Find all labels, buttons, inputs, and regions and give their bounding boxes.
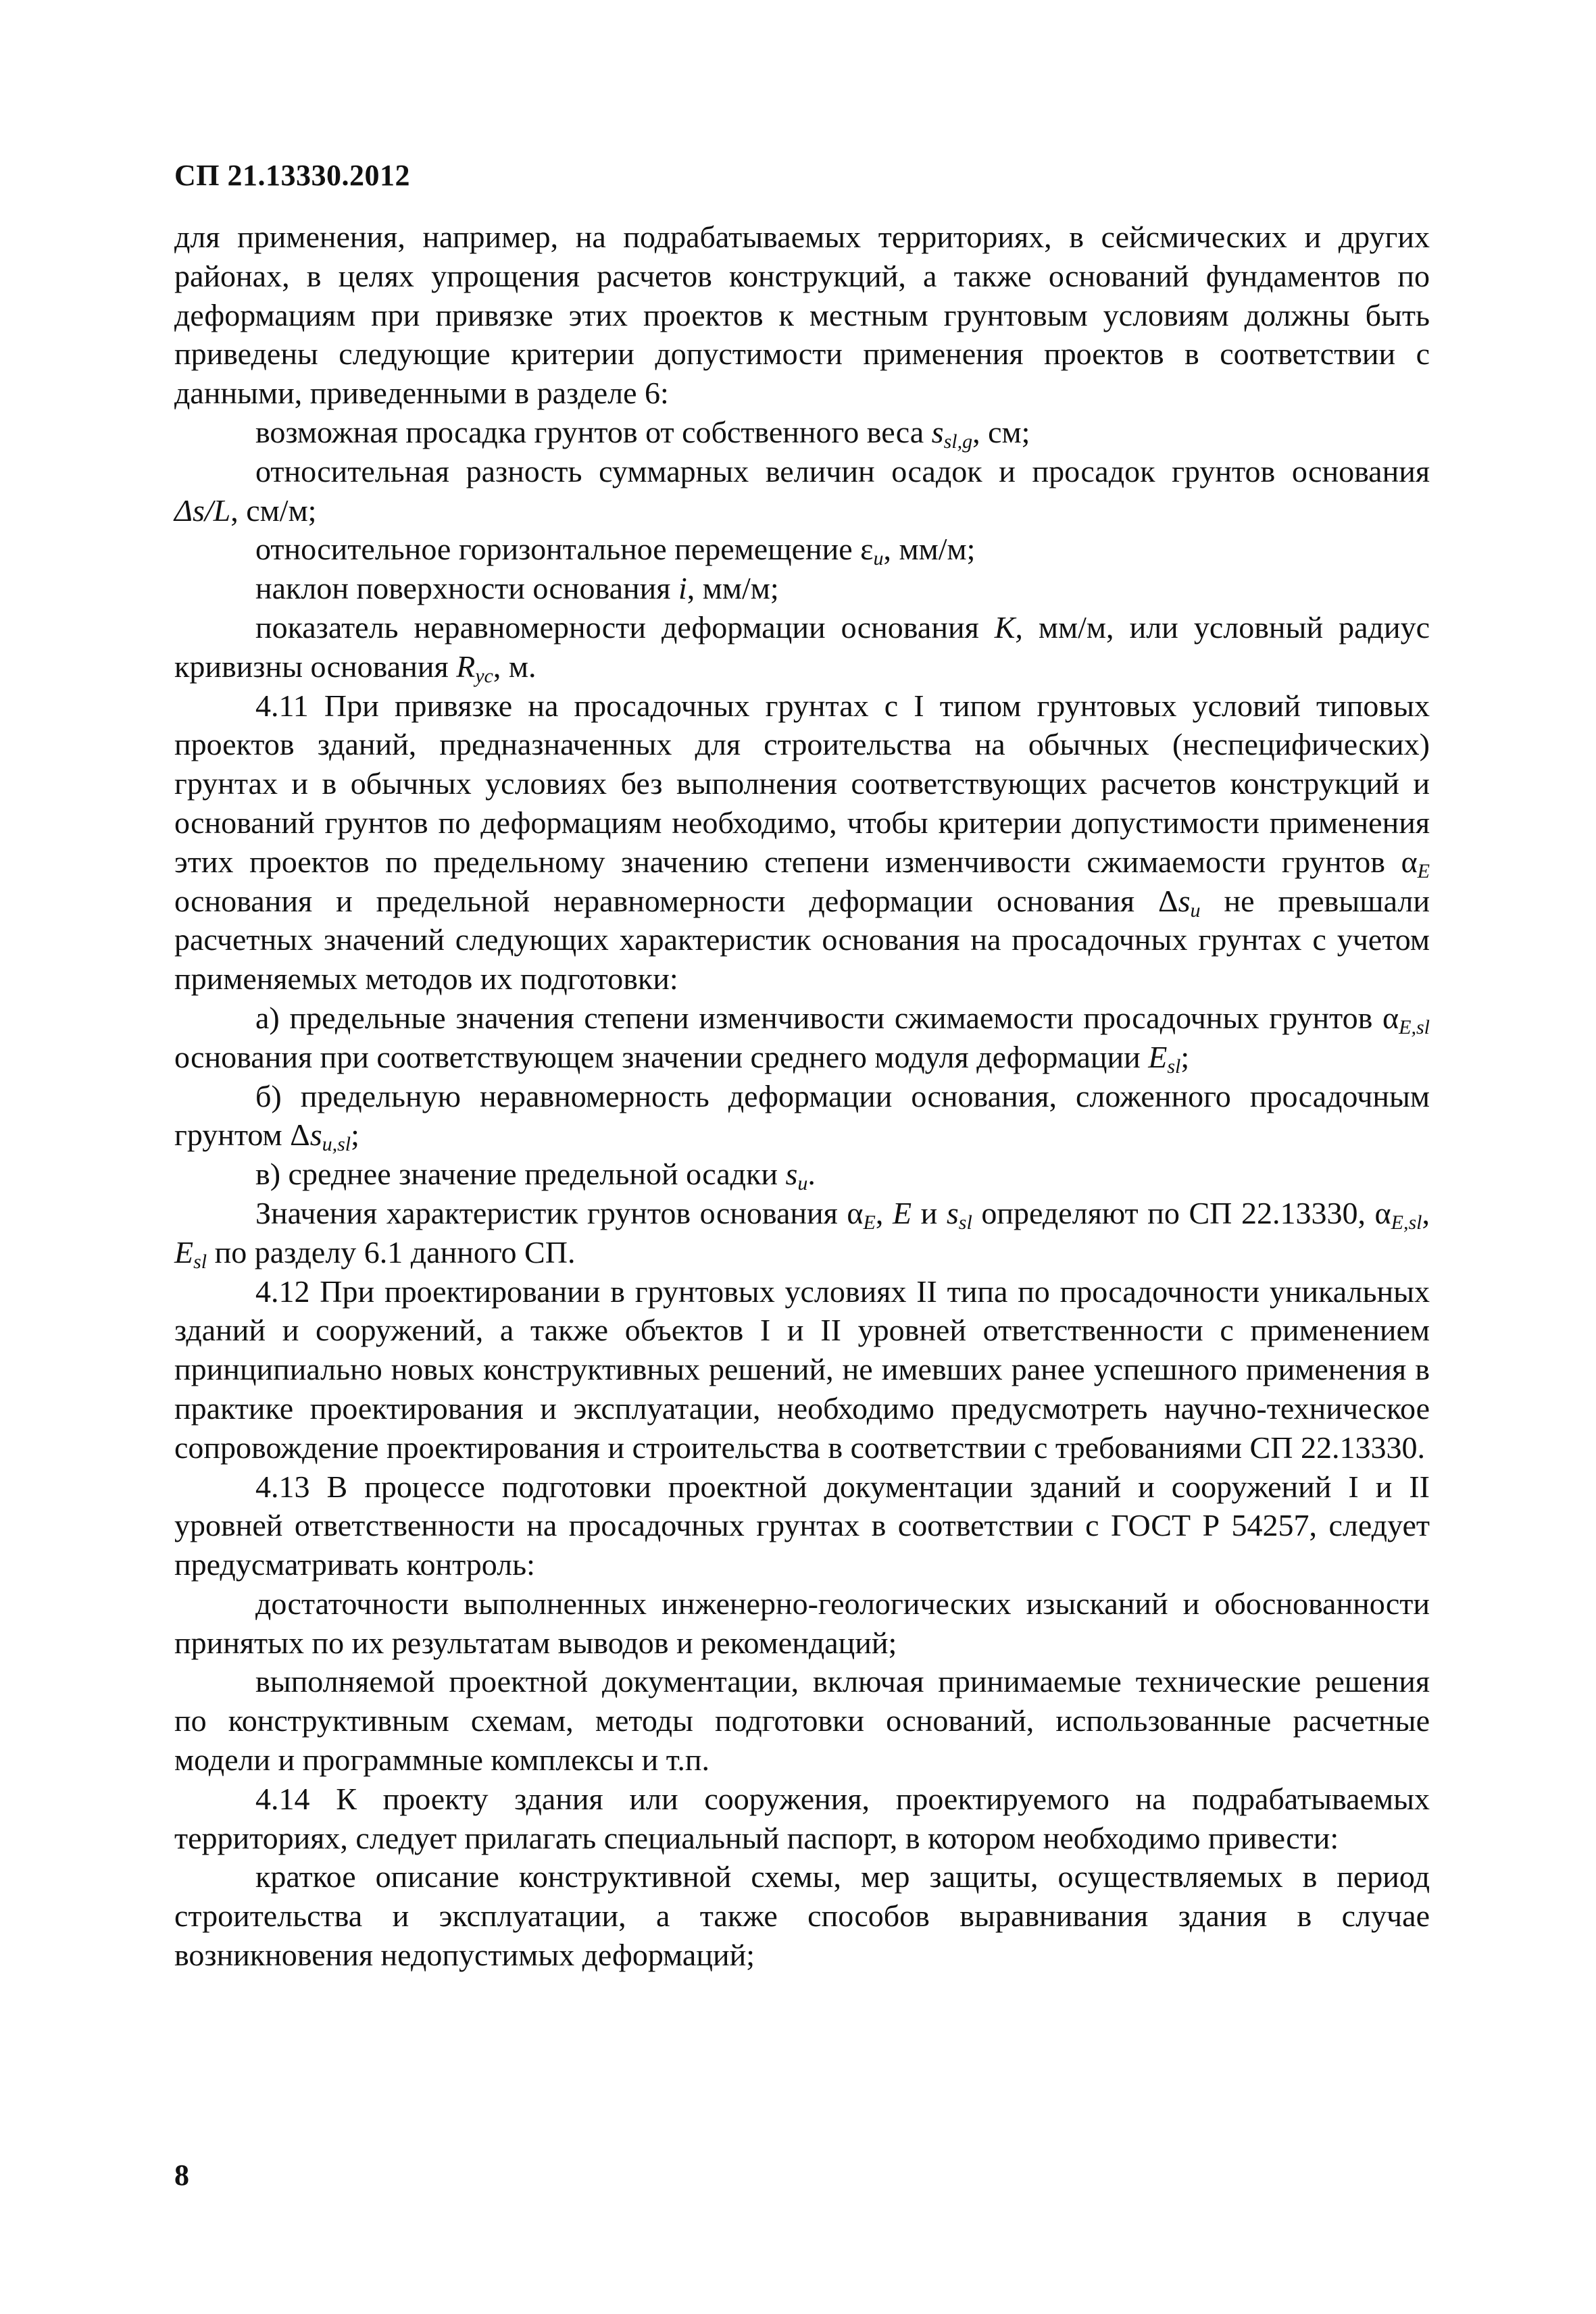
paragraph-horizontal-displacement-criterion: относительное горизонтальное перемещение $\varepsilon_u$, мм/м;: [255, 532, 976, 570]
running-header: СП 21.13330.2012: [174, 159, 410, 192]
paragraph-section-4-12: 4.12 При проектировании в грунтовых условиях II типа по просадочности уникальных зданий и сооружений, а также объектов I и II уровней ответственности с применением принципиально новых конструктивных решений, не имевших ранее успешного применения в практике проектирования и эксплуатации, необходимо предусмотреть научно-техническое сопровождение проектирования и строительства в соответствии с требованиями СП 22.13330.: [174, 1274, 1430, 1465]
paragraph-item-a: а) предельные значения степени изменчивости сжимаемости просадочных грунтов $\alpha_{E,sl}$ основания при соответствующем значении среднего модуля деформации $E_{sl}$;: [174, 1000, 1430, 1078]
paragraph-intro: для применения, например, на подрабатываемых территориях, в сейсмических и других районах, в целях упрощения расчетов конструкций, а также оснований фундаментов по деформациям при привязке этих проектов к местным грунтовым условиям должны быть приведены следующие критерии допустимости применения проектов в соответствии с данными, приведенными в разделе 6:: [174, 220, 1430, 411]
paragraph-settlement-criterion: возможная просадка грунтов от собственного веса $s_{sl,g}$, см;: [255, 414, 1030, 453]
paragraph-item-b: б) предельную неравномерность деформации основания, сложенного просадочным грунтом $\Delta s_{u,sl}$;: [174, 1078, 1430, 1156]
paragraph-relative-difference-criterion: относительная разность суммарных величин осадок и просадок грунтов основания Δs/L, см/м;: [174, 453, 1430, 528]
paragraph-passport-description: краткое описание конструктивной схемы, мер защиты, осуществляемых в период строительства и эксплуатации, а также способов выравнивания здания в случае возникновения недопустимых деформаций;: [174, 1859, 1430, 1973]
paragraph-item-c: в) среднее значение предельной осадки $s_u$.: [255, 1157, 816, 1195]
paragraph-section-4-14: 4.14 К проекту здания или сооружения, проектируемого на подрабатываемых территориях, следует прилагать специальный паспорт, в котором необходимо привести:: [174, 1781, 1430, 1855]
paragraph-tilt-criterion: наклон поверхности основания i, мм/м;: [255, 571, 779, 606]
paragraph-characteristics-values: Значения характеристик грунтов основания $\alpha_E$, E и $s_{sl}$ определяют по СП 22.13330, $\alpha_{E,sl}$, $E_{sl}$ по разделу 6.1 данного СП.: [174, 1195, 1430, 1273]
paragraph-control-documentation: выполняемой проектной документации, включая принимаемые технические решения по конструктивным схемам, методы подготовки оснований, использованные расчетные модели и программные комплексы и т.п.: [174, 1664, 1430, 1778]
page-number: 8: [174, 2159, 189, 2192]
paragraph-control-surveys: достаточности выполненных инженерно-геологических изысканий и обоснованности принятых по их результатам выводов и рекомендаций;: [174, 1586, 1430, 1660]
paragraph-section-4-13: 4.13 В процессе подготовки проектной документации зданий и сооружений I и II уровней ответственности на просадочных грунтах в соответствии с ГОСТ Р 54257, следует предусматривать контроль:: [174, 1469, 1430, 1582]
paragraph-section-4-11: 4.11 При привязке на просадочных грунтах с I типом грунтовых условий типовых проектов зданий, предназначенных для строительства на обычных (неспецифических) грунтах и в обычных условиях без выполнения соответствующих расчетов конструкций и оснований грунтов по деформациям необходимо, чтобы критерии допустимости применения этих проектов по предельному значению степени изменчивости сжимаемости грунтов $\alpha_E$ основания и предельной неравномерности деформации основания $\Delta s_u$ не превышали расчетных значений следующих характеристик основания на просадочных грунтах с учетом применяемых методов их подготовки:: [174, 688, 1430, 997]
document-body: [174, 218, 1430, 1975]
paragraph-nonuniformity-criterion: показатель неравномерности деформации основания К, мм/м, или условный радиус кривизны основания $R_{ус}$, м.: [174, 609, 1430, 687]
